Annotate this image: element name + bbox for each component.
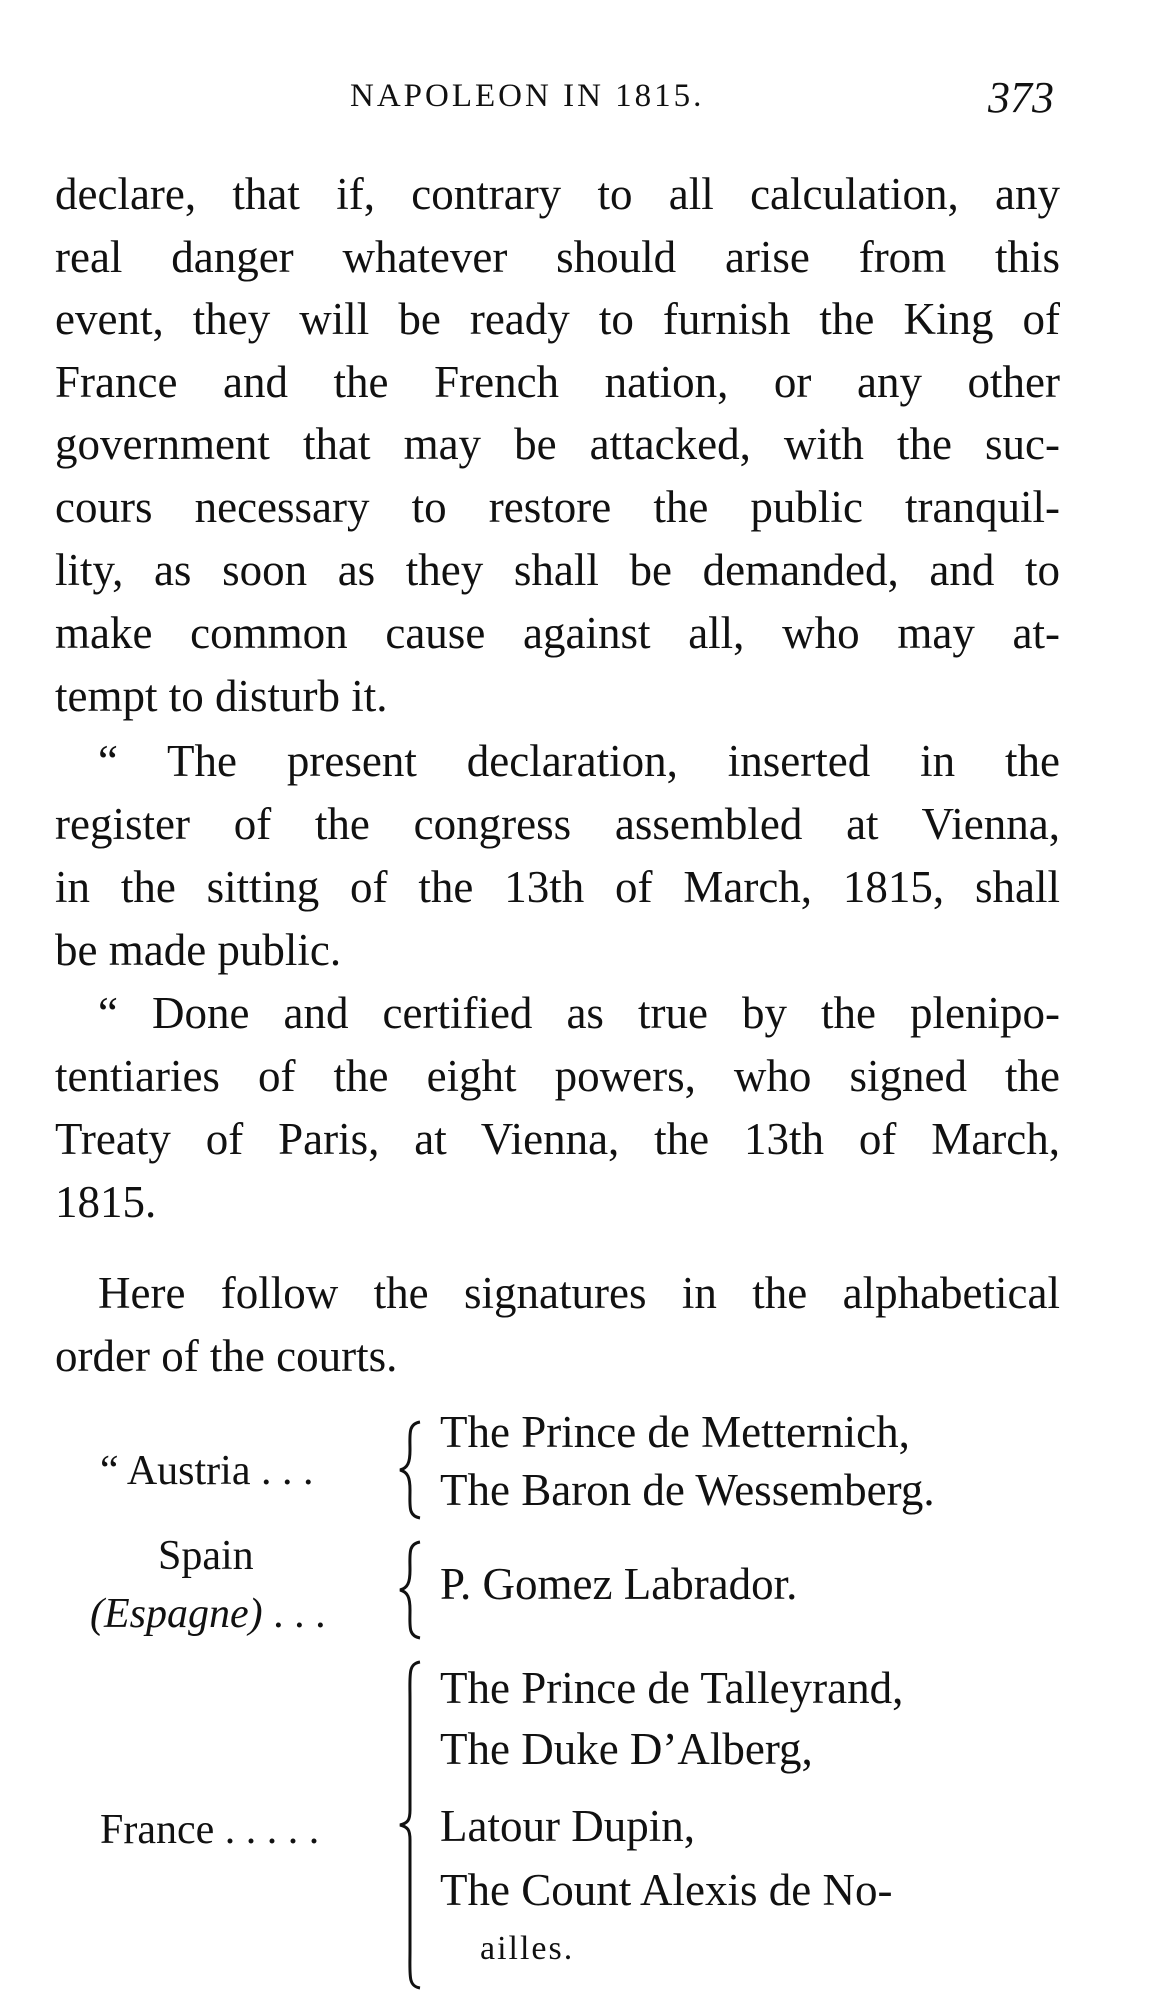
text-line: 1815. <box>55 1177 157 1227</box>
text-line: make common cause against all, who may at- <box>55 608 1060 658</box>
text-line: Treaty of Paris, at Vienna, the 13th of March, <box>55 1114 1060 1164</box>
dot-leader: . . . <box>250 1448 314 1494</box>
country-name <box>100 1447 313 1495</box>
signer-name: P. Gomez Labrador. <box>440 1559 798 1609</box>
text-line: lity, as soon as they shall be demanded, and to <box>55 545 1060 595</box>
brace-icon <box>398 1540 424 1640</box>
page-number: 373 <box>988 73 1054 122</box>
dot-leader: . . . <box>262 1591 326 1637</box>
text-line: cours necessary to restore the public tranquil- <box>55 482 1060 532</box>
text-line: “ Done and certified as true by the plenipo- <box>98 988 1060 1038</box>
signer-name: The Duke D’Alberg, <box>440 1724 813 1774</box>
brace-icon <box>398 1420 424 1520</box>
country-alt-label: (Espagne) <box>90 1591 263 1637</box>
text-line: event, they will be ready to furnish the King of <box>55 294 1060 344</box>
dot-leader: . . . . . <box>214 1807 320 1853</box>
text-line: order of the courts. <box>55 1331 398 1381</box>
text-line: Here follow the signatures in the alphabetical <box>98 1268 1060 1318</box>
country-label: “ Austria <box>100 1448 251 1494</box>
country-label: France <box>100 1807 215 1853</box>
text-line: “ The present declaration, inserted in the <box>98 736 1060 786</box>
signer-name: Latour Dupin, <box>440 1801 695 1851</box>
country-name: Spain <box>158 1533 254 1579</box>
running-title: NAPOLEON IN 1815. <box>350 78 705 114</box>
text-line: be made public. <box>55 925 342 975</box>
text-line: France and the French nation, or any other <box>55 357 1060 407</box>
running-head <box>0 73 1149 128</box>
text-line: in the sitting of the 13th of March, 1815, shall <box>55 862 1060 912</box>
signer-name: ailles. <box>480 1930 575 1967</box>
signer-name: The Baron de Wessemberg. <box>440 1465 935 1515</box>
brace-icon <box>398 1660 424 1990</box>
signer-name: The Count Alexis de No- <box>440 1865 893 1915</box>
text-line: real danger whatever should arise from this <box>55 232 1060 282</box>
text-line: declare, that if, contrary to all calculation, any <box>55 169 1060 219</box>
text-line: register of the congress assembled at Vienna, <box>55 799 1060 849</box>
text-line: tentiaries of the eight powers, who signed the <box>55 1051 1060 1101</box>
signer-name: The Prince de Metternich, <box>440 1407 910 1457</box>
signer-name: The Prince de Talleyrand, <box>440 1663 904 1713</box>
country-name <box>100 1806 319 1854</box>
text-line: tempt to disturb it. <box>55 671 388 721</box>
text-line: government that may be attacked, with the suc- <box>55 419 1060 469</box>
country-alt-name <box>90 1590 326 1638</box>
